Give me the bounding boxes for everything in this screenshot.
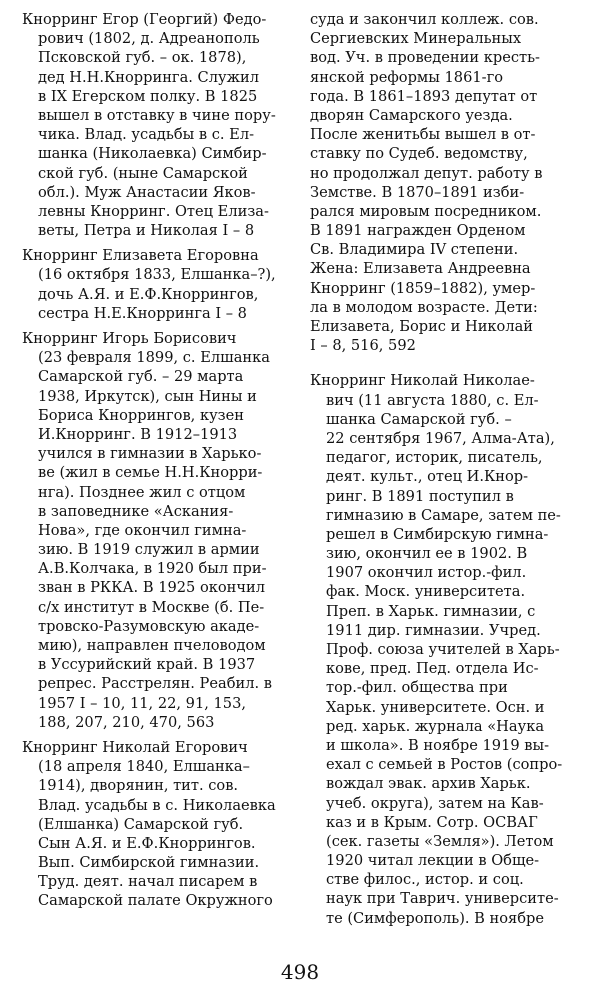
entry-text-line: Труд. деят. начал писарем в [38,873,258,891]
entry-text-line: янской реформы 1861-го [310,68,504,86]
entry-heading-line: Кнорринг Елизавета Егоровна [22,247,259,265]
dictionary-entry [22,246,290,323]
entry-heading-line: Кнорринг Игорь Борисович [22,330,237,347]
entry-text-line: (Елшанка) Самарской губ. [38,815,244,833]
entry-text-line: рович (1802, д. Адреанополь [38,30,260,48]
entry-text-line: мию), направлен пчеловодом [38,637,266,654]
entry-text-line: вод. Уч. в проведении кресть- [310,49,540,67]
entry-text-line: 188, 207, 210, 470, 563 [38,713,215,731]
entry-text-line: в заповеднике «Аскания- [38,502,234,520]
entry-text-line: вышел в отставку в чине пору- [38,106,276,124]
entry-text-line: вич (11 августа 1880, с. Ел- [326,391,539,409]
entry-text-line: с/х институт в Москве (б. Пе- [38,598,265,616]
entry-text-line: (23 февраля 1899, с. Елшанка [38,349,270,367]
entry-text-line: учился в гимназии в Харько- [38,445,262,463]
entry-text-line: Вып. Симбирской гимназии. [38,854,260,872]
entry-text-line: каз и в Крым. Сотр. ОСВАГ [326,813,538,831]
entry-heading-line: Кнорринг Егор (Георгий) Федо- [22,11,267,28]
entry-text-line: рался мировым посредником. [310,202,542,220]
entry-text-line: шанка Самарской губ. – [326,410,512,428]
entry-text-line: ред. харьк. журнала «Наука [326,717,545,735]
entry-text-line: Самарской палате Окружного [38,892,273,910]
entry-text-line: Нова», где окончил гимна- [38,521,247,539]
entry-text-line: 22 сентября 1967, Алма-Ата), [326,429,555,447]
dictionary-entry [310,10,580,355]
entry-text-line: ставку по Судеб. ведомству, [310,145,528,163]
entry-text-line: Елизавета, Борис и Николай [310,318,534,335]
entry-text-line: Харьк. университете. Осн. и [326,698,545,716]
entry-heading-line: Кнорринг Николай Николае- [310,372,535,390]
entry-text-line: И.Кнорринг. В 1912–1913 [38,425,238,443]
entry-text-line: 1907 окончил истор.-фил. [326,564,527,582]
entry-text-line: кове, пред. Пед. отдела Ис- [326,660,539,678]
entry-text-line: и школа». В ноябре 1919 вы- [326,736,550,754]
entry-text-line: В 1891 награжден Орденом [310,222,526,240]
entry-text-line: в IX Егерском полку. В 1825 [38,87,258,105]
entry-text-line: (18 апреля 1840, Елшанка– [38,758,250,776]
entry-text-line: зию, окончил ее в 1902. В [326,545,528,563]
dictionary-entry [22,738,290,911]
entry-text-line: Бориса Кноррингов, кузен [38,406,244,424]
dictionary-entry [310,371,580,927]
entry-text-line: Св. Владимира IV степени. [310,241,519,259]
entry-text-line: Земстве. В 1870–1891 изби- [310,183,525,201]
entry-text-line: Кнорринг (1859–1882), умер- [310,279,536,297]
entry-heading-line: Кнорринг Николай Егорович [22,738,248,756]
entry-text-line: 1911 дир. гимназии. Учред. [326,621,541,639]
entry-text-line: стве филос., истор. и соц. [326,871,524,889]
entry-text-line: ехал с семьей в Ростов (сопро- [326,756,563,774]
entry-text-line: ской губ. (ныне Самарской [38,164,248,182]
dictionary-entry [22,329,290,732]
entry-text-line: зию. В 1919 служил в армии [38,541,260,559]
entry-text-line: Сергиевских Минеральных [310,30,522,48]
entry-text-line: тровско-Разумовскую акаде- [38,617,260,635]
entry-text-line: веты, Петра и Николая I – 8 [38,222,255,240]
entry-text-line: 1957 I – 10, 11, 22, 91, 153, [38,694,247,712]
entry-text-line: левны Кнорринг. Отец Елиза- [38,202,269,220]
entry-text-line: Псковской губ. – ок. 1878), [38,49,247,67]
entry-text-line: фак. Моск. университета. [326,583,526,601]
entry-text-line: I – 8, 516, 592 [310,337,416,355]
entry-text-line: те (Симферополь). В ноябре [326,909,545,927]
entry-text-line: Жена: Елизавета Андреевна [310,260,531,278]
entry-text-line: дочь А.Я. и Е.Ф.Кноррингов, [38,285,259,303]
entry-text-line: дед Н.Н.Кнорринга. Служил [38,68,259,86]
entry-text-line: сестра Н.Е.Кнорринга I – 8 [38,304,247,322]
entry-text-line: нга). Позднее жил с отцом [38,483,246,501]
dictionary-entry [22,10,290,240]
entry-text-line: суда и закончил коллеж. сов. [310,11,539,28]
entry-text-line: После женитьбы вышел в от- [310,126,536,144]
entry-text-line: Сын А.Я. и Е.Ф.Кноррингов. [38,834,256,852]
entry-text-line: ве (жил в семье Н.Н.Кнорри- [38,464,263,482]
entry-text-line: (сек. газеты «Земля»). Летом [326,832,554,850]
entry-text-line: в Уссурийский край. В 1937 [38,656,256,674]
entry-text-line: Преп. в Харьк. гимназии, с [326,602,536,620]
entry-text-line: ла в молодом возрасте. Дети: [310,298,538,316]
entry-text-line: Влад. усадьбы в с. Николаевка [38,796,276,814]
right-column [310,10,580,934]
entry-text-line: педагог, историк, писатель, [326,449,543,467]
entry-text-line: чика. Влад. усадьбы в с. Ел- [38,126,255,144]
entry-text-line: Проф. союза учителей в Харь- [326,641,560,658]
entry-text-line: тор.-фил. общества при [326,679,508,697]
entry-text-line: деят. культ., отец И.Кнор- [326,468,529,486]
entry-text-line: шанка (Николаевка) Симбир- [38,145,267,163]
entry-text-line: ринг. В 1891 поступил в [326,487,514,505]
entry-text-line: наук при Таврич. университе- [326,890,559,908]
entry-text-line: Самарской губ. – 29 марта [38,368,244,386]
entry-text-line: обл.). Муж Анастасии Яков- [38,183,256,201]
entry-text-line: дворян Самарского уезда. [310,106,513,124]
page-number: 498 [280,960,320,984]
entry-text-line: гимназию в Самаре, затем пе- [326,506,561,524]
entry-text-line: (16 октября 1833, Елшанка–?), [38,266,276,284]
left-column [22,10,290,917]
entry-text-line: 1938, Иркутск), сын Нины и [38,387,257,405]
entry-text-line: вождал эвак. архив Харьк. [326,775,531,793]
entry-text-line: зван в РККА. В 1925 окончил [38,579,266,597]
entry-text-line: учеб. округа), затем на Кав- [326,794,544,812]
entry-text-line: решел в Симбирскую гимна- [326,525,549,543]
entry-text-line: 1914), дворянин, тит. сов. [38,777,239,795]
entry-text-line: репрес. Расстрелян. Реабил. в [38,675,272,693]
entry-text-line: А.В.Колчака, в 1920 был при- [38,560,267,578]
entry-text-line: года. В 1861–1893 депутат от [310,87,538,105]
entry-text-line: 1920 читал лекции в Обще- [326,852,540,870]
entry-text-line: но продолжал депут. работу в [310,164,543,182]
